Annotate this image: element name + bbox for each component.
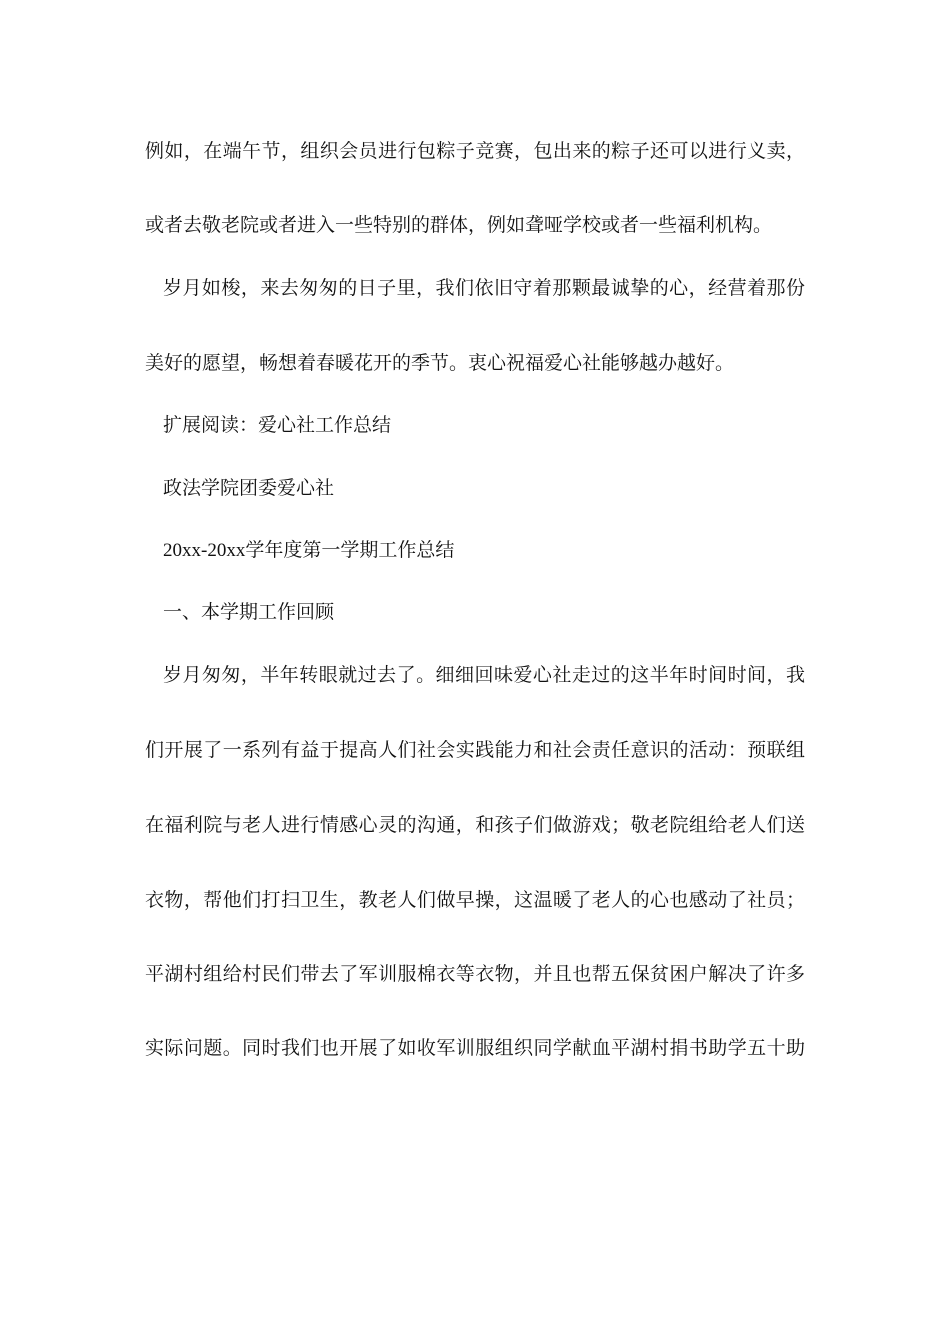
paragraph-line: 例如，在端午节，组织会员进行包粽子竞赛，包出来的粽子还可以进行义卖，	[145, 140, 805, 162]
extended-reading-heading: 扩展阅读：爱心社工作总结	[163, 414, 392, 436]
paragraph-line: 在福利院与老人进行情感心灵的沟通，和孩子们做游戏；敬老院组给老人们送	[145, 814, 805, 836]
paragraph-line: 们开展了一系列有益于提高人们社会实践能力和社会责任意识的活动：预联组	[145, 739, 805, 761]
paragraph-line: 平湖村组给村民们带去了军训服棉衣等衣物，并且也帮五保贫困户解决了许多	[145, 963, 805, 985]
year-range: 20xx-20xx	[163, 540, 246, 561]
paragraph-line: 衣物，帮他们打扫卫生，教老人们做早操，这温暖了老人的心也感动了社员；	[145, 889, 805, 911]
paragraph-line: 美好的愿望，畅想着春暖花开的季节。衷心祝福爱心社能够越办越好。	[145, 352, 735, 374]
section-heading: 一、本学期工作回顾	[163, 601, 335, 623]
organization-name: 政法学院团委爱心社	[163, 477, 335, 499]
paragraph-line: 岁月如梭，来去匆匆的日子里，我们依旧守着那颗最诚挚的心，经营着那份	[163, 277, 805, 299]
paragraph-line: 岁月匆匆，半年转眼就过去了。细细回味爱心社走过的这半年时间时间，我	[163, 664, 805, 686]
report-title-text: 学年度第一学期工作总结	[245, 539, 455, 561]
paragraph-line: 或者去敬老院或者进入一些特别的群体，例如聋哑学校或者一些福利机构。	[145, 214, 773, 236]
paragraph-line: 实际问题。同时我们也开展了如收军训服组织同学献血平湖村捐书助学五十助	[145, 1037, 805, 1059]
report-title	[163, 537, 805, 564]
